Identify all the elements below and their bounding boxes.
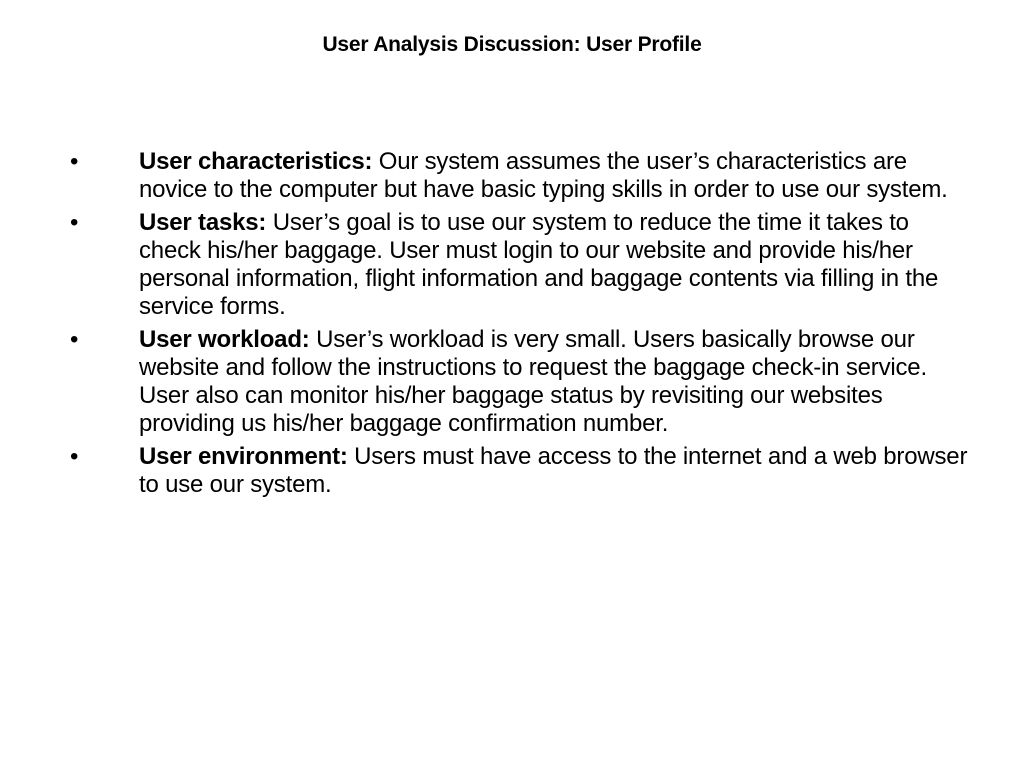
bullet-marker: • xyxy=(70,443,79,470)
bullet-marker: • xyxy=(70,209,79,236)
slide-title: User Analysis Discussion: User Profile xyxy=(322,33,702,56)
bullet-text: User’s goal is to use our system to reduce the time it takes to check his/her baggage. User must login to our website and provide his/her personal information, flight information and baggage contents via filling in the service forms. xyxy=(139,209,939,320)
bullet-item-user-characteristics xyxy=(0,148,1024,204)
bullet-term: User workload: xyxy=(139,326,317,353)
bullet-list xyxy=(0,148,1024,504)
bullet-term: User tasks: xyxy=(139,209,273,236)
bullet-term: User characteristics: xyxy=(139,148,379,175)
bullet-marker: • xyxy=(70,148,79,175)
bullet-marker: • xyxy=(70,326,79,353)
bullet-item-user-tasks xyxy=(0,209,1024,321)
bullet-item-user-environment xyxy=(0,443,1024,499)
bullet-item-user-workload xyxy=(0,326,1024,438)
bullet-text: User’s workload is very small. Users basically browse our website and follow the instructions to request the baggage check-in service. User also can monitor his/her baggage status by revisiting our websites providing us his/her baggage confirmation number. xyxy=(139,326,927,437)
bullet-term: User environment: xyxy=(139,443,355,470)
bullet-text: Our system assumes the user’s characteristics are novice to the computer but have basic typing skills in order to use our system. xyxy=(139,148,948,203)
bullet-text: Users must have access to the internet and a web browser to use our system. xyxy=(139,443,968,498)
